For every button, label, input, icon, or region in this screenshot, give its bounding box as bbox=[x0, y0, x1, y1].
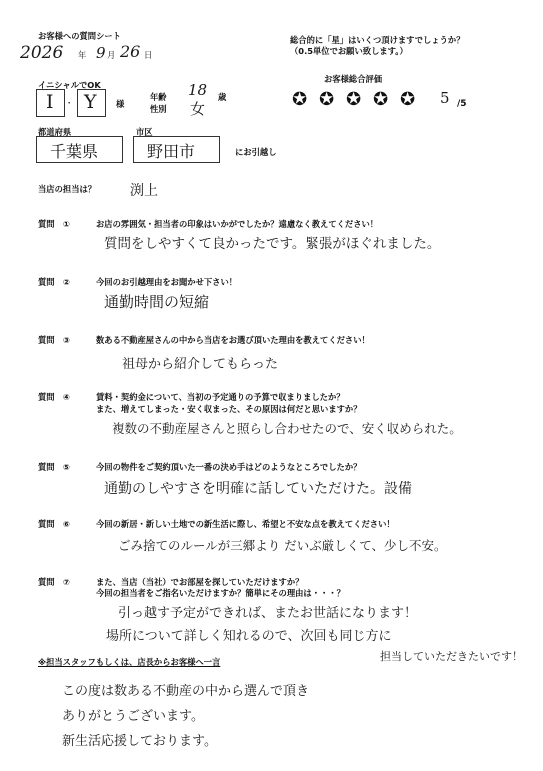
city-box bbox=[133, 136, 220, 163]
staff-message-label: ※担当スタッフもしくは、店長からお客様へ一言 bbox=[38, 657, 221, 667]
city-value: 野田市 bbox=[147, 142, 196, 161]
initial-1-value: I bbox=[46, 91, 54, 113]
staff-label: 当店の担当は？ bbox=[38, 184, 97, 194]
question-1-number: 質問 ① bbox=[38, 219, 70, 229]
question-1-text: お店の雰囲気・担当者の印象はいかがでしたか？遠慮なく教えてください！ bbox=[96, 219, 379, 229]
question-4-text: 賃料・契約金について、当初の予定通りの予算で収まりましたか？ bbox=[96, 392, 345, 402]
answer-3: 祖母から紹介してもらった bbox=[122, 357, 279, 372]
question-7-text-2: 今回の担当者をご指名いただけますか？簡単にその理由は・・・？ bbox=[96, 588, 345, 598]
initial-label: イニシャルでOK bbox=[38, 80, 101, 90]
rating-star-icon: ✪ bbox=[373, 89, 389, 110]
rating-star-icon: ✪ bbox=[346, 89, 362, 110]
question-2-text: 今回のお引越理由をお聞かせ下さい！ bbox=[96, 277, 238, 287]
age-value: 18 bbox=[188, 81, 208, 99]
rating-question: 総合的に「星」はいくつ頂けますでしょうか？ bbox=[290, 35, 465, 45]
answer-7-line-2: 場所について詳しく知れるので、次回も同じ方に bbox=[106, 629, 392, 644]
answer-5: 通勤のしやすさを明確に話していただけた。設備 bbox=[104, 481, 412, 497]
honorific: 様 bbox=[116, 99, 125, 109]
question-5-text: 今回の物件をご契約頂いた一番の決め手はどのようなところでしたか？ bbox=[96, 462, 362, 472]
question-2-number: 質問 ② bbox=[38, 277, 70, 287]
question-7-number: 質問 ⑦ bbox=[38, 577, 70, 587]
date-month-value: 9 bbox=[96, 44, 106, 62]
sheet-title: お客様への質問シート bbox=[38, 31, 121, 41]
day-unit: 日 bbox=[144, 50, 153, 60]
city-label: 市区 bbox=[136, 127, 153, 137]
rating-star-icon: ✪ bbox=[292, 89, 308, 110]
question-7-text: また、当店（当社）でお部屋を探していただけますか？ bbox=[96, 577, 304, 587]
initial-separator: ・ bbox=[65, 98, 74, 108]
question-3-number: 質問 ③ bbox=[38, 335, 70, 345]
gender-value: 女 bbox=[190, 100, 206, 118]
question-6-text: 今回の新居・新しい土地での新生活に際し、希望と不安な点を教えてください！ bbox=[96, 519, 395, 529]
rating-note: （0.5単位でお願い致します。） bbox=[290, 46, 408, 56]
initial-box-2 bbox=[77, 89, 106, 117]
question-4-number: 質問 ④ bbox=[38, 392, 70, 402]
date-year-value: 2026 bbox=[20, 43, 64, 63]
question-5-number: 質問 ⑤ bbox=[38, 462, 70, 472]
answer-1: 質問をしやすくて良かったです。緊張がほぐれました。 bbox=[104, 236, 441, 252]
rating-star-icon: ✪ bbox=[319, 89, 335, 110]
move-label: にお引越し bbox=[235, 147, 277, 157]
staff-message-line-3: 新生活応援しております。 bbox=[62, 734, 217, 749]
initial-2-value: Y bbox=[84, 91, 97, 113]
answer-4: 複数の不動産屋さんと照らし合わせたので、安く収められた。 bbox=[112, 421, 462, 436]
initial-box-1 bbox=[36, 89, 65, 117]
year-unit: 年 bbox=[78, 50, 87, 60]
staff-message-line-1: この度は数ある不動産の中から選んで頂き bbox=[62, 684, 310, 699]
date-day-value: 26 bbox=[120, 42, 141, 61]
prefecture-box bbox=[36, 136, 123, 163]
rating-stars bbox=[292, 91, 432, 111]
month-unit: 月 bbox=[107, 50, 116, 60]
age-unit: 歳 bbox=[218, 92, 227, 102]
rating-score-value: 5 bbox=[440, 89, 450, 107]
staff-value: 渕上 bbox=[130, 183, 158, 199]
answer-6: ごみ捨てのルールが三郷より だいぶ厳しくて、少し不安。 bbox=[118, 538, 447, 553]
rating-star-icon: ✪ bbox=[400, 89, 416, 110]
prefecture-value: 千葉県 bbox=[50, 142, 99, 161]
rating-score-suffix: /5 bbox=[457, 99, 467, 109]
prefecture-label: 都道府県 bbox=[38, 127, 72, 137]
age-label: 年齢 bbox=[150, 92, 167, 102]
question-3-text: 数ある不動産屋さんの中から当店をお選び頂いた理由を教えてください！ bbox=[96, 335, 370, 345]
question-4-text-2: また、増えてしまった・安く収まった、その原因は何だと思いますか？ bbox=[96, 404, 362, 414]
staff-message-line-2: ありがとうございます。 bbox=[62, 709, 204, 724]
gender-label: 性別 bbox=[150, 104, 167, 114]
answer-7-line-1: 引っ越す予定ができれば、またお世話になります！ bbox=[118, 606, 418, 621]
answer-2: 通勤時間の短縮 bbox=[104, 293, 210, 311]
answer-7-line-3: 担当していただきたいです！ bbox=[380, 650, 523, 663]
rating-title: お客様総合評価 bbox=[324, 74, 383, 84]
question-6-number: 質問 ⑥ bbox=[38, 519, 70, 529]
